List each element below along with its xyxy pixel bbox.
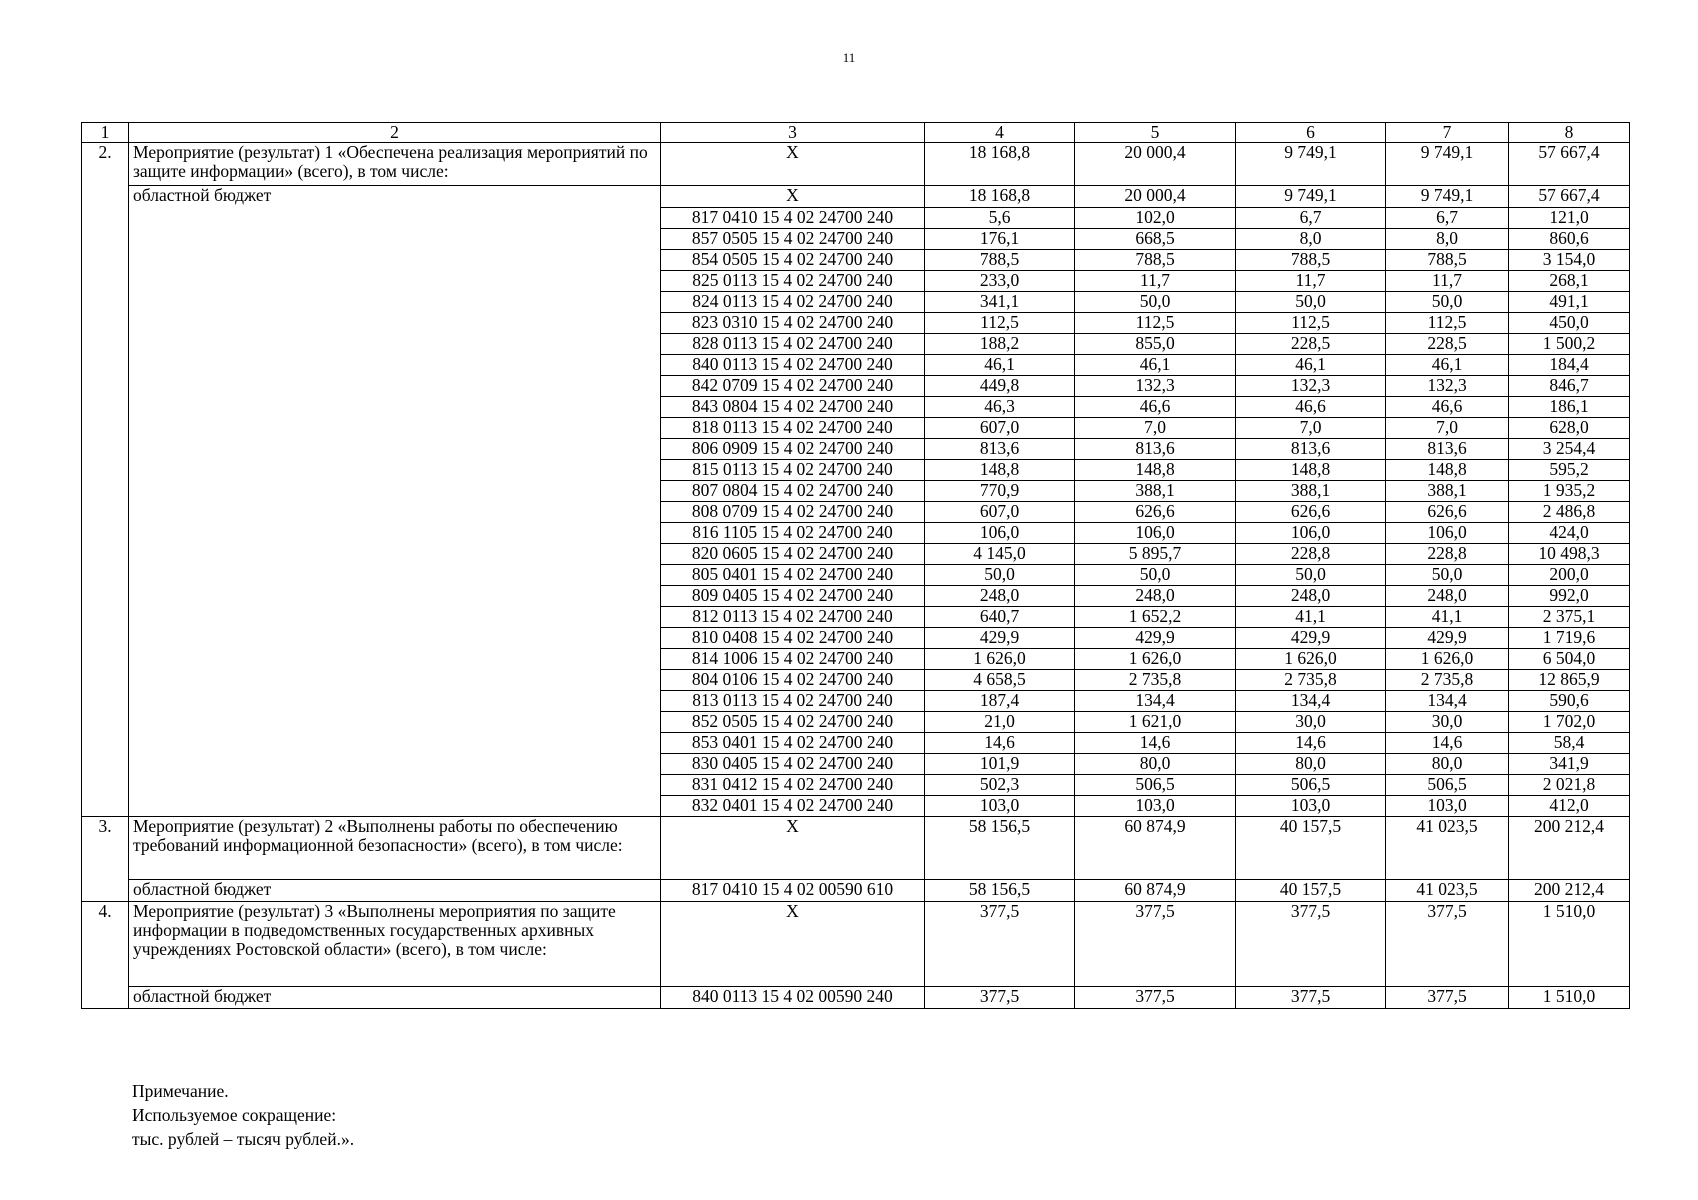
value-cell: 112,5 [1236, 313, 1386, 334]
value-cell: 341,9 [1509, 754, 1630, 775]
value-cell: 18 168,8 [925, 143, 1075, 186]
value-cell: 50,0 [1075, 565, 1236, 586]
code-cell: 843 0804 15 4 02 24700 240 [661, 397, 925, 418]
code-cell: 852 0505 15 4 02 24700 240 [661, 712, 925, 733]
value-cell: 50,0 [1386, 565, 1509, 586]
value-cell: 50,0 [1236, 565, 1386, 586]
value-cell: 2 735,8 [1075, 670, 1236, 691]
value-cell: 5,6 [925, 208, 1075, 229]
value-cell: 40 157,5 [1236, 817, 1386, 880]
value-cell: 200,0 [1509, 565, 1630, 586]
code-cell: 804 0106 15 4 02 24700 240 [661, 670, 925, 691]
value-cell: 429,9 [1075, 628, 1236, 649]
value-cell: 9 749,1 [1236, 143, 1386, 186]
note-line-2: тыс. рублей – тысяч рублей.». [132, 1129, 355, 1149]
value-cell: 103,0 [1075, 796, 1236, 817]
value-cell: 103,0 [925, 796, 1075, 817]
value-cell: 607,0 [925, 418, 1075, 439]
value-cell: 590,6 [1509, 691, 1630, 712]
value-cell: 9 749,1 [1236, 186, 1386, 208]
column-header: 2 [129, 123, 661, 143]
value-cell: 813,6 [1236, 439, 1386, 460]
value-cell: 121,0 [1509, 208, 1630, 229]
value-cell: 46,1 [1386, 355, 1509, 376]
section-4-total-row [82, 902, 1630, 987]
value-cell: 813,6 [925, 439, 1075, 460]
section-3-budget-row [82, 880, 1630, 902]
row-number: 3. [82, 817, 129, 902]
value-cell: 148,8 [1236, 460, 1386, 481]
value-cell: 9 749,1 [1386, 186, 1509, 208]
value-cell: 860,6 [1509, 229, 1630, 250]
value-cell: 595,2 [1509, 460, 1630, 481]
value-cell: 855,0 [1075, 334, 1236, 355]
column-header: 8 [1509, 123, 1630, 143]
code-cell: 817 0410 15 4 02 24700 240 [661, 208, 925, 229]
code-cell: 815 0113 15 4 02 24700 240 [661, 460, 925, 481]
value-cell: 46,6 [1236, 397, 1386, 418]
value-cell: 57 667,4 [1509, 186, 1630, 208]
code-cell: X [661, 902, 925, 987]
value-cell: 248,0 [925, 586, 1075, 607]
value-cell: 377,5 [1075, 987, 1236, 1009]
value-cell: 102,0 [1075, 208, 1236, 229]
value-cell: 248,0 [1386, 586, 1509, 607]
value-cell: 846,7 [1509, 376, 1630, 397]
code-cell: 824 0113 15 4 02 24700 240 [661, 292, 925, 313]
value-cell: 607,0 [925, 502, 1075, 523]
value-cell: 412,0 [1509, 796, 1630, 817]
value-cell: 1 626,0 [925, 649, 1075, 670]
code-cell: 814 1006 15 4 02 24700 240 [661, 649, 925, 670]
value-cell: 101,9 [925, 754, 1075, 775]
value-cell: 60 874,9 [1075, 817, 1236, 880]
code-cell: X [661, 143, 925, 186]
value-cell: 1 935,2 [1509, 481, 1630, 502]
value-cell: 2 735,8 [1236, 670, 1386, 691]
value-cell: 788,5 [1386, 250, 1509, 271]
value-cell: 106,0 [1075, 523, 1236, 544]
value-cell: 200 212,4 [1509, 817, 1630, 880]
value-cell: 388,1 [1386, 481, 1509, 502]
value-cell: 1 626,0 [1236, 649, 1386, 670]
value-cell: 450,0 [1509, 313, 1630, 334]
value-cell: 7,0 [1236, 418, 1386, 439]
value-cell: 14,6 [1236, 733, 1386, 754]
code-cell: 842 0709 15 4 02 24700 240 [661, 376, 925, 397]
value-cell: 1 702,0 [1509, 712, 1630, 733]
value-cell: 30,0 [1236, 712, 1386, 733]
note-line-1: Используемое сокращение: [132, 1105, 337, 1125]
value-cell: 14,6 [1386, 733, 1509, 754]
value-cell: 424,0 [1509, 523, 1630, 544]
value-cell: 58,4 [1509, 733, 1630, 754]
value-cell: 103,0 [1236, 796, 1386, 817]
value-cell: 11,7 [1236, 271, 1386, 292]
code-cell: 807 0804 15 4 02 24700 240 [661, 481, 925, 502]
value-cell: 200 212,4 [1509, 880, 1630, 902]
value-cell: 132,3 [1075, 376, 1236, 397]
code-cell: X [661, 817, 925, 880]
code-cell: 857 0505 15 4 02 24700 240 [661, 229, 925, 250]
value-cell: 3 154,0 [1509, 250, 1630, 271]
value-cell: 186,1 [1509, 397, 1630, 418]
value-cell: 58 156,5 [925, 880, 1075, 902]
value-cell: 6,7 [1386, 208, 1509, 229]
value-cell: 46,6 [1386, 397, 1509, 418]
value-cell: 233,0 [925, 271, 1075, 292]
value-cell: 50,0 [925, 565, 1075, 586]
value-cell: 506,5 [1075, 775, 1236, 796]
value-cell: 2 486,8 [1509, 502, 1630, 523]
value-cell: 6 504,0 [1509, 649, 1630, 670]
code-cell: X [661, 186, 925, 208]
value-cell: 228,8 [1386, 544, 1509, 565]
value-cell: 80,0 [1075, 754, 1236, 775]
value-cell: 58 156,5 [925, 817, 1075, 880]
value-cell: 148,8 [1386, 460, 1509, 481]
budget-label: областной бюджет [129, 987, 661, 1009]
value-cell: 640,7 [925, 607, 1075, 628]
code-cell: 808 0709 15 4 02 24700 240 [661, 502, 925, 523]
value-cell: 506,5 [1386, 775, 1509, 796]
value-cell: 20 000,4 [1075, 186, 1236, 208]
budget-table [81, 122, 1630, 1009]
value-cell: 188,2 [925, 334, 1075, 355]
value-cell: 41,1 [1236, 607, 1386, 628]
code-cell: 831 0412 15 4 02 24700 240 [661, 775, 925, 796]
section-2-total-row [82, 143, 1630, 186]
value-cell: 50,0 [1236, 292, 1386, 313]
value-cell: 184,4 [1509, 355, 1630, 376]
value-cell: 992,0 [1509, 586, 1630, 607]
value-cell: 228,5 [1386, 334, 1509, 355]
value-cell: 187,4 [925, 691, 1075, 712]
value-cell: 377,5 [925, 902, 1075, 987]
value-cell: 134,4 [1386, 691, 1509, 712]
value-cell: 2 735,8 [1386, 670, 1509, 691]
value-cell: 770,9 [925, 481, 1075, 502]
value-cell: 60 874,9 [1075, 880, 1236, 902]
code-cell: 832 0401 15 4 02 24700 240 [661, 796, 925, 817]
value-cell: 14,6 [1075, 733, 1236, 754]
value-cell: 2 375,1 [1509, 607, 1630, 628]
value-cell: 1 621,0 [1075, 712, 1236, 733]
section-2-budget-row [82, 186, 1630, 208]
code-cell: 823 0310 15 4 02 24700 240 [661, 313, 925, 334]
code-cell: 810 0408 15 4 02 24700 240 [661, 628, 925, 649]
value-cell: 3 254,4 [1509, 439, 1630, 460]
value-cell: 1 626,0 [1075, 649, 1236, 670]
column-header: 5 [1075, 123, 1236, 143]
code-cell: 854 0505 15 4 02 24700 240 [661, 250, 925, 271]
code-cell: 813 0113 15 4 02 24700 240 [661, 691, 925, 712]
value-cell: 7,0 [1386, 418, 1509, 439]
value-cell: 248,0 [1075, 586, 1236, 607]
value-cell: 134,4 [1075, 691, 1236, 712]
value-cell: 41 023,5 [1386, 817, 1509, 880]
code-cell: 812 0113 15 4 02 24700 240 [661, 607, 925, 628]
code-cell: 818 0113 15 4 02 24700 240 [661, 418, 925, 439]
value-cell: 429,9 [1236, 628, 1386, 649]
value-cell: 8,0 [1386, 229, 1509, 250]
value-cell: 377,5 [1075, 902, 1236, 987]
value-cell: 80,0 [1386, 754, 1509, 775]
value-cell: 377,5 [1236, 987, 1386, 1009]
section-3-total-row [82, 817, 1630, 880]
value-cell: 377,5 [1236, 902, 1386, 987]
value-cell: 341,1 [925, 292, 1075, 313]
activity-title: Мероприятие (результат) 3 «Выполнены мероприятия по защите информации в подведомственных государственных архивных учреждениях Ростовской области» (всего), в том числе: [129, 902, 661, 987]
value-cell: 377,5 [925, 987, 1075, 1009]
note [132, 1079, 354, 1151]
value-cell: 106,0 [1236, 523, 1386, 544]
value-cell: 134,4 [1236, 691, 1386, 712]
value-cell: 388,1 [1075, 481, 1236, 502]
value-cell: 5 895,7 [1075, 544, 1236, 565]
value-cell: 4 145,0 [925, 544, 1075, 565]
code-cell: 806 0909 15 4 02 24700 240 [661, 439, 925, 460]
column-header: 4 [925, 123, 1075, 143]
value-cell: 41,1 [1386, 607, 1509, 628]
code-cell: 809 0405 15 4 02 24700 240 [661, 586, 925, 607]
value-cell: 506,5 [1236, 775, 1386, 796]
value-cell: 176,1 [925, 229, 1075, 250]
value-cell: 626,6 [1236, 502, 1386, 523]
code-cell: 816 1105 15 4 02 24700 240 [661, 523, 925, 544]
value-cell: 491,1 [1509, 292, 1630, 313]
value-cell: 132,3 [1236, 376, 1386, 397]
value-cell: 4 658,5 [925, 670, 1075, 691]
value-cell: 148,8 [925, 460, 1075, 481]
value-cell: 103,0 [1386, 796, 1509, 817]
value-cell: 6,7 [1236, 208, 1386, 229]
value-cell: 228,5 [1236, 334, 1386, 355]
value-cell: 388,1 [1236, 481, 1386, 502]
value-cell: 668,5 [1075, 229, 1236, 250]
value-cell: 46,1 [1075, 355, 1236, 376]
value-cell: 148,8 [1075, 460, 1236, 481]
section-4-budget-row [82, 987, 1630, 1009]
value-cell: 11,7 [1075, 271, 1236, 292]
row-number: 2. [82, 143, 129, 817]
page-number: 11 [842, 50, 856, 65]
value-cell: 50,0 [1075, 292, 1236, 313]
value-cell: 106,0 [925, 523, 1075, 544]
value-cell: 788,5 [1075, 250, 1236, 271]
value-cell: 449,8 [925, 376, 1075, 397]
value-cell: 248,0 [1236, 586, 1386, 607]
row-number: 4. [82, 902, 129, 1009]
value-cell: 228,8 [1236, 544, 1386, 565]
value-cell: 377,5 [1386, 987, 1509, 1009]
value-cell: 7,0 [1075, 418, 1236, 439]
value-cell: 21,0 [925, 712, 1075, 733]
value-cell: 46,3 [925, 397, 1075, 418]
value-cell: 626,6 [1075, 502, 1236, 523]
code-cell: 828 0113 15 4 02 24700 240 [661, 334, 925, 355]
value-cell: 1 626,0 [1386, 649, 1509, 670]
value-cell: 377,5 [1386, 902, 1509, 987]
value-cell: 628,0 [1509, 418, 1630, 439]
value-cell: 1 510,0 [1509, 902, 1630, 987]
value-cell: 8,0 [1236, 229, 1386, 250]
value-cell: 1 719,6 [1509, 628, 1630, 649]
value-cell: 57 667,4 [1509, 143, 1630, 186]
value-cell: 132,3 [1386, 376, 1509, 397]
value-cell: 112,5 [1386, 313, 1509, 334]
code-cell: 825 0113 15 4 02 24700 240 [661, 271, 925, 292]
value-cell: 502,3 [925, 775, 1075, 796]
column-header: 6 [1236, 123, 1386, 143]
value-cell: 429,9 [925, 628, 1075, 649]
value-cell: 41 023,5 [1386, 880, 1509, 902]
value-cell: 1 500,2 [1509, 334, 1630, 355]
code-cell: 840 0113 15 4 02 00590 240 [661, 987, 925, 1009]
value-cell: 112,5 [1075, 313, 1236, 334]
budget-label: областной бюджет [129, 880, 661, 902]
value-cell: 788,5 [1236, 250, 1386, 271]
activity-title: Мероприятие (результат) 1 «Обеспечена реализация мероприятий по защите информации» (всего), в том числе: [129, 143, 661, 186]
column-header: 1 [82, 123, 129, 143]
budget-label: областной бюджет [129, 186, 661, 817]
column-header: 3 [661, 123, 925, 143]
column-header: 7 [1386, 123, 1509, 143]
value-cell: 1 652,2 [1075, 607, 1236, 628]
note-title: Примечание. [132, 1081, 229, 1101]
value-cell: 9 749,1 [1386, 143, 1509, 186]
value-cell: 106,0 [1386, 523, 1509, 544]
value-cell: 813,6 [1075, 439, 1236, 460]
code-cell: 853 0401 15 4 02 24700 240 [661, 733, 925, 754]
value-cell: 429,9 [1386, 628, 1509, 649]
value-cell: 18 168,8 [925, 186, 1075, 208]
code-cell: 817 0410 15 4 02 00590 610 [661, 880, 925, 902]
value-cell: 268,1 [1509, 271, 1630, 292]
value-cell: 2 021,8 [1509, 775, 1630, 796]
value-cell: 813,6 [1386, 439, 1509, 460]
value-cell: 14,6 [925, 733, 1075, 754]
value-cell: 80,0 [1236, 754, 1386, 775]
value-cell: 112,5 [925, 313, 1075, 334]
value-cell: 12 865,9 [1509, 670, 1630, 691]
value-cell: 1 510,0 [1509, 987, 1630, 1009]
value-cell: 46,6 [1075, 397, 1236, 418]
value-cell: 11,7 [1386, 271, 1509, 292]
code-cell: 830 0405 15 4 02 24700 240 [661, 754, 925, 775]
value-cell: 50,0 [1386, 292, 1509, 313]
value-cell: 30,0 [1386, 712, 1509, 733]
value-cell: 626,6 [1386, 502, 1509, 523]
value-cell: 46,1 [1236, 355, 1386, 376]
header-row [82, 123, 1630, 143]
value-cell: 40 157,5 [1236, 880, 1386, 902]
value-cell: 20 000,4 [1075, 143, 1236, 186]
value-cell: 46,1 [925, 355, 1075, 376]
value-cell: 788,5 [925, 250, 1075, 271]
code-cell: 840 0113 15 4 02 24700 240 [661, 355, 925, 376]
activity-title: Мероприятие (результат) 2 «Выполнены работы по обеспечению требований информационной безопасности» (всего), в том числе: [129, 817, 661, 880]
value-cell: 10 498,3 [1509, 544, 1630, 565]
code-cell: 805 0401 15 4 02 24700 240 [661, 565, 925, 586]
code-cell: 820 0605 15 4 02 24700 240 [661, 544, 925, 565]
